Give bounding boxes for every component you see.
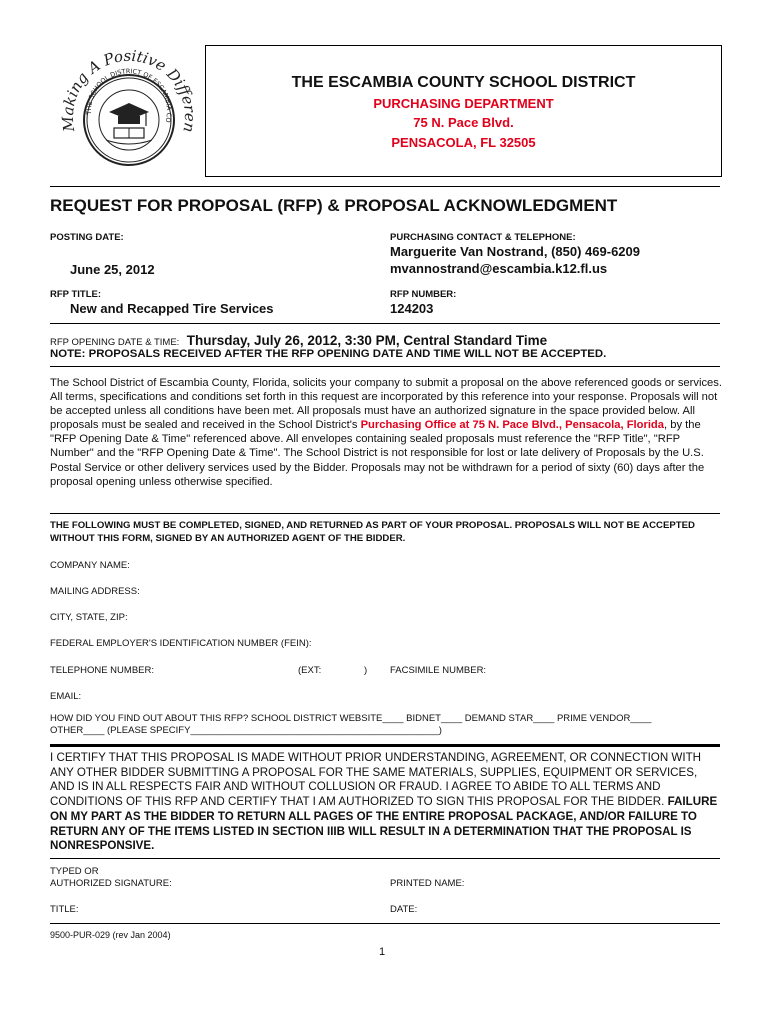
facsimile-field[interactable]: FACSIMILE NUMBER: bbox=[390, 665, 487, 676]
seal-inner-text: THE SCHOOL DISTRICT OF ESCAMBIA CO bbox=[84, 67, 174, 124]
intro-text-2: , by the "RFP Opening Date & Time" referenced above. All envelopes containing sealed proposals must reference the "RFP Title", "RFP Number" and the "RFP Opening Date & Time". The School District is not responsible for lost or late delivery of Proposals by the U.S. Postal Service or other delivery services used by the Bidder. Proposals may not be withdrawn for a period of sixty (60) days after the proposal opening unless otherwise specified. bbox=[50, 419, 705, 488]
mailing-address-field[interactable]: MAILING ADDRESS: bbox=[50, 586, 140, 597]
district-seal-logo bbox=[54, 40, 204, 190]
purchasing-office-address: Purchasing Office at 75 N. Pace Blvd., Pensacola, Florida bbox=[360, 419, 664, 432]
email-field[interactable]: EMAIL: bbox=[50, 691, 82, 702]
posting-date-value: June 25, 2012 bbox=[70, 262, 155, 277]
divider bbox=[50, 858, 720, 859]
divider bbox=[50, 186, 720, 187]
fein-field[interactable]: FEDERAL EMPLOYER'S IDENTIFICATION NUMBER (FEIN): bbox=[50, 638, 312, 649]
completion-requirement: THE FOLLOWING MUST BE COMPLETED, SIGNED, AND RETURNED AS PART OF YOUR PROPOSAL. PROPOSALS WILL NOT BE ACCEPTED WITHOUT THIS FORM, SIGNED BY AN AUTHORIZED AGENT OF THE BIDDER. bbox=[50, 520, 695, 544]
contact-name-phone: Marguerite Van Nostrand, (850) 469-6209 bbox=[390, 244, 640, 259]
divider bbox=[50, 513, 720, 514]
late-proposal-note: NOTE: PROPOSALS RECEIVED AFTER THE RFP OPENING DATE AND TIME WILL NOT BE ACCEPTED. bbox=[50, 348, 607, 360]
contact-email: mvannostrand@escambia.k12.fl.us bbox=[390, 261, 608, 276]
intro-text-1: The School District of Escambia County, Florida, solicits your company to submit a proposal on the above referenced goods or services. All terms, specifications and conditions set forth in this request are incorporated by this reference into your response. Proposals will not be accepted unless all conditions have been met. All proposals must have an authorized signature in the space provided below. All proposals must be sealed and received in the School District's bbox=[50, 377, 722, 432]
divider bbox=[50, 366, 720, 367]
page-number: 1 bbox=[379, 946, 386, 958]
extension-field[interactable]: (EXT: bbox=[298, 665, 322, 676]
posting-date-label: POSTING DATE: bbox=[50, 232, 124, 243]
title-field[interactable]: TITLE: bbox=[50, 904, 79, 915]
address-line-1: 75 N. Pace Blvd. bbox=[413, 115, 514, 130]
company-name-field[interactable]: COMPANY NAME: bbox=[50, 560, 130, 571]
telephone-field[interactable]: TELEPHONE NUMBER: bbox=[50, 665, 154, 676]
printed-name-field[interactable]: PRINTED NAME: bbox=[390, 878, 465, 889]
certification-warning: FAILURE ON MY PART AS THE BIDDER TO RETURN ALL PAGES OF THE ENTIRE PROPOSAL PACKAGE, AND/OR FAILURE TO RETURN ANY OF THE ITEMS LISTED IN SECTION IIIB WILL RESULT IN A DETERMINATION THAT THE PROPOSAL IS NONRESPONSIVE. bbox=[50, 795, 718, 853]
district-name: THE ESCAMBIA COUNTY SCHOOL DISTRICT bbox=[291, 74, 636, 91]
rfp-source-other[interactable]: OTHER____ (PLEASE SPECIFY_______________________________________________) bbox=[50, 725, 442, 736]
rfp-source-question[interactable]: HOW DID YOU FIND OUT ABOUT THIS RFP? SCHOOL DISTRICT WEBSITE____ BIDNET____ DEMAND STAR____ PRIME VENDOR____ bbox=[50, 713, 652, 724]
typed-or-label: TYPED OR bbox=[50, 866, 99, 877]
rfp-title-value: New and Recapped Tire Services bbox=[70, 301, 274, 316]
district-header-box bbox=[205, 45, 722, 177]
extension-close: ) bbox=[364, 665, 368, 676]
seal-outer-text: Making A Positive Difference bbox=[58, 46, 200, 134]
rfp-number-value: 124203 bbox=[390, 301, 434, 316]
address-line-2: PENSACOLA, FL 32505 bbox=[391, 135, 536, 150]
rfp-title-label: RFP TITLE: bbox=[50, 289, 102, 300]
divider bbox=[50, 744, 720, 747]
rfp-number-label: RFP NUMBER: bbox=[390, 289, 457, 300]
divider bbox=[50, 923, 720, 924]
intro-paragraph bbox=[50, 376, 722, 489]
divider bbox=[50, 323, 720, 324]
certification-statement bbox=[50, 751, 722, 854]
purchasing-department: PURCHASING DEPARTMENT bbox=[373, 96, 554, 111]
purchasing-contact-label: PURCHASING CONTACT & TELEPHONE: bbox=[390, 232, 576, 243]
city-state-zip-field[interactable]: CITY, STATE, ZIP: bbox=[50, 612, 128, 623]
opening-date-label: RFP OPENING DATE & TIME: bbox=[50, 337, 180, 348]
form-number: 9500-PUR-029 (rev Jan 2004) bbox=[50, 930, 171, 940]
opening-date-value: Thursday, July 26, 2012, 3:30 PM, Central Standard Time bbox=[186, 333, 548, 348]
authorized-signature-field[interactable]: AUTHORIZED SIGNATURE: bbox=[50, 878, 172, 889]
form-title: REQUEST FOR PROPOSAL (RFP) & PROPOSAL ACKNOWLEDGMENT bbox=[50, 196, 618, 215]
certification-text: I CERTIFY THAT THIS PROPOSAL IS MADE WITHOUT PRIOR UNDERSTANDING, AGREEMENT, OR CONNECTION WITH ANY OTHER BIDDER SUBMITTING A PROPOSAL FOR THE SAME MATERIALS, SUPPLIES, EQUIPMENT OR SERVICES, AND IS IN ALL RESPECTS FAIR AND WITHOUT COLLUSION OR FRAUD. I AGREE TO ABIDE TO ALL TERMS AND CONDITIONS OF THIS RFP AND CERTIFY THAT I AM AUTHORIZED TO SIGN THIS PROPOSAL FOR THE BIDDER. bbox=[50, 751, 702, 809]
date-field[interactable]: DATE: bbox=[390, 904, 418, 915]
